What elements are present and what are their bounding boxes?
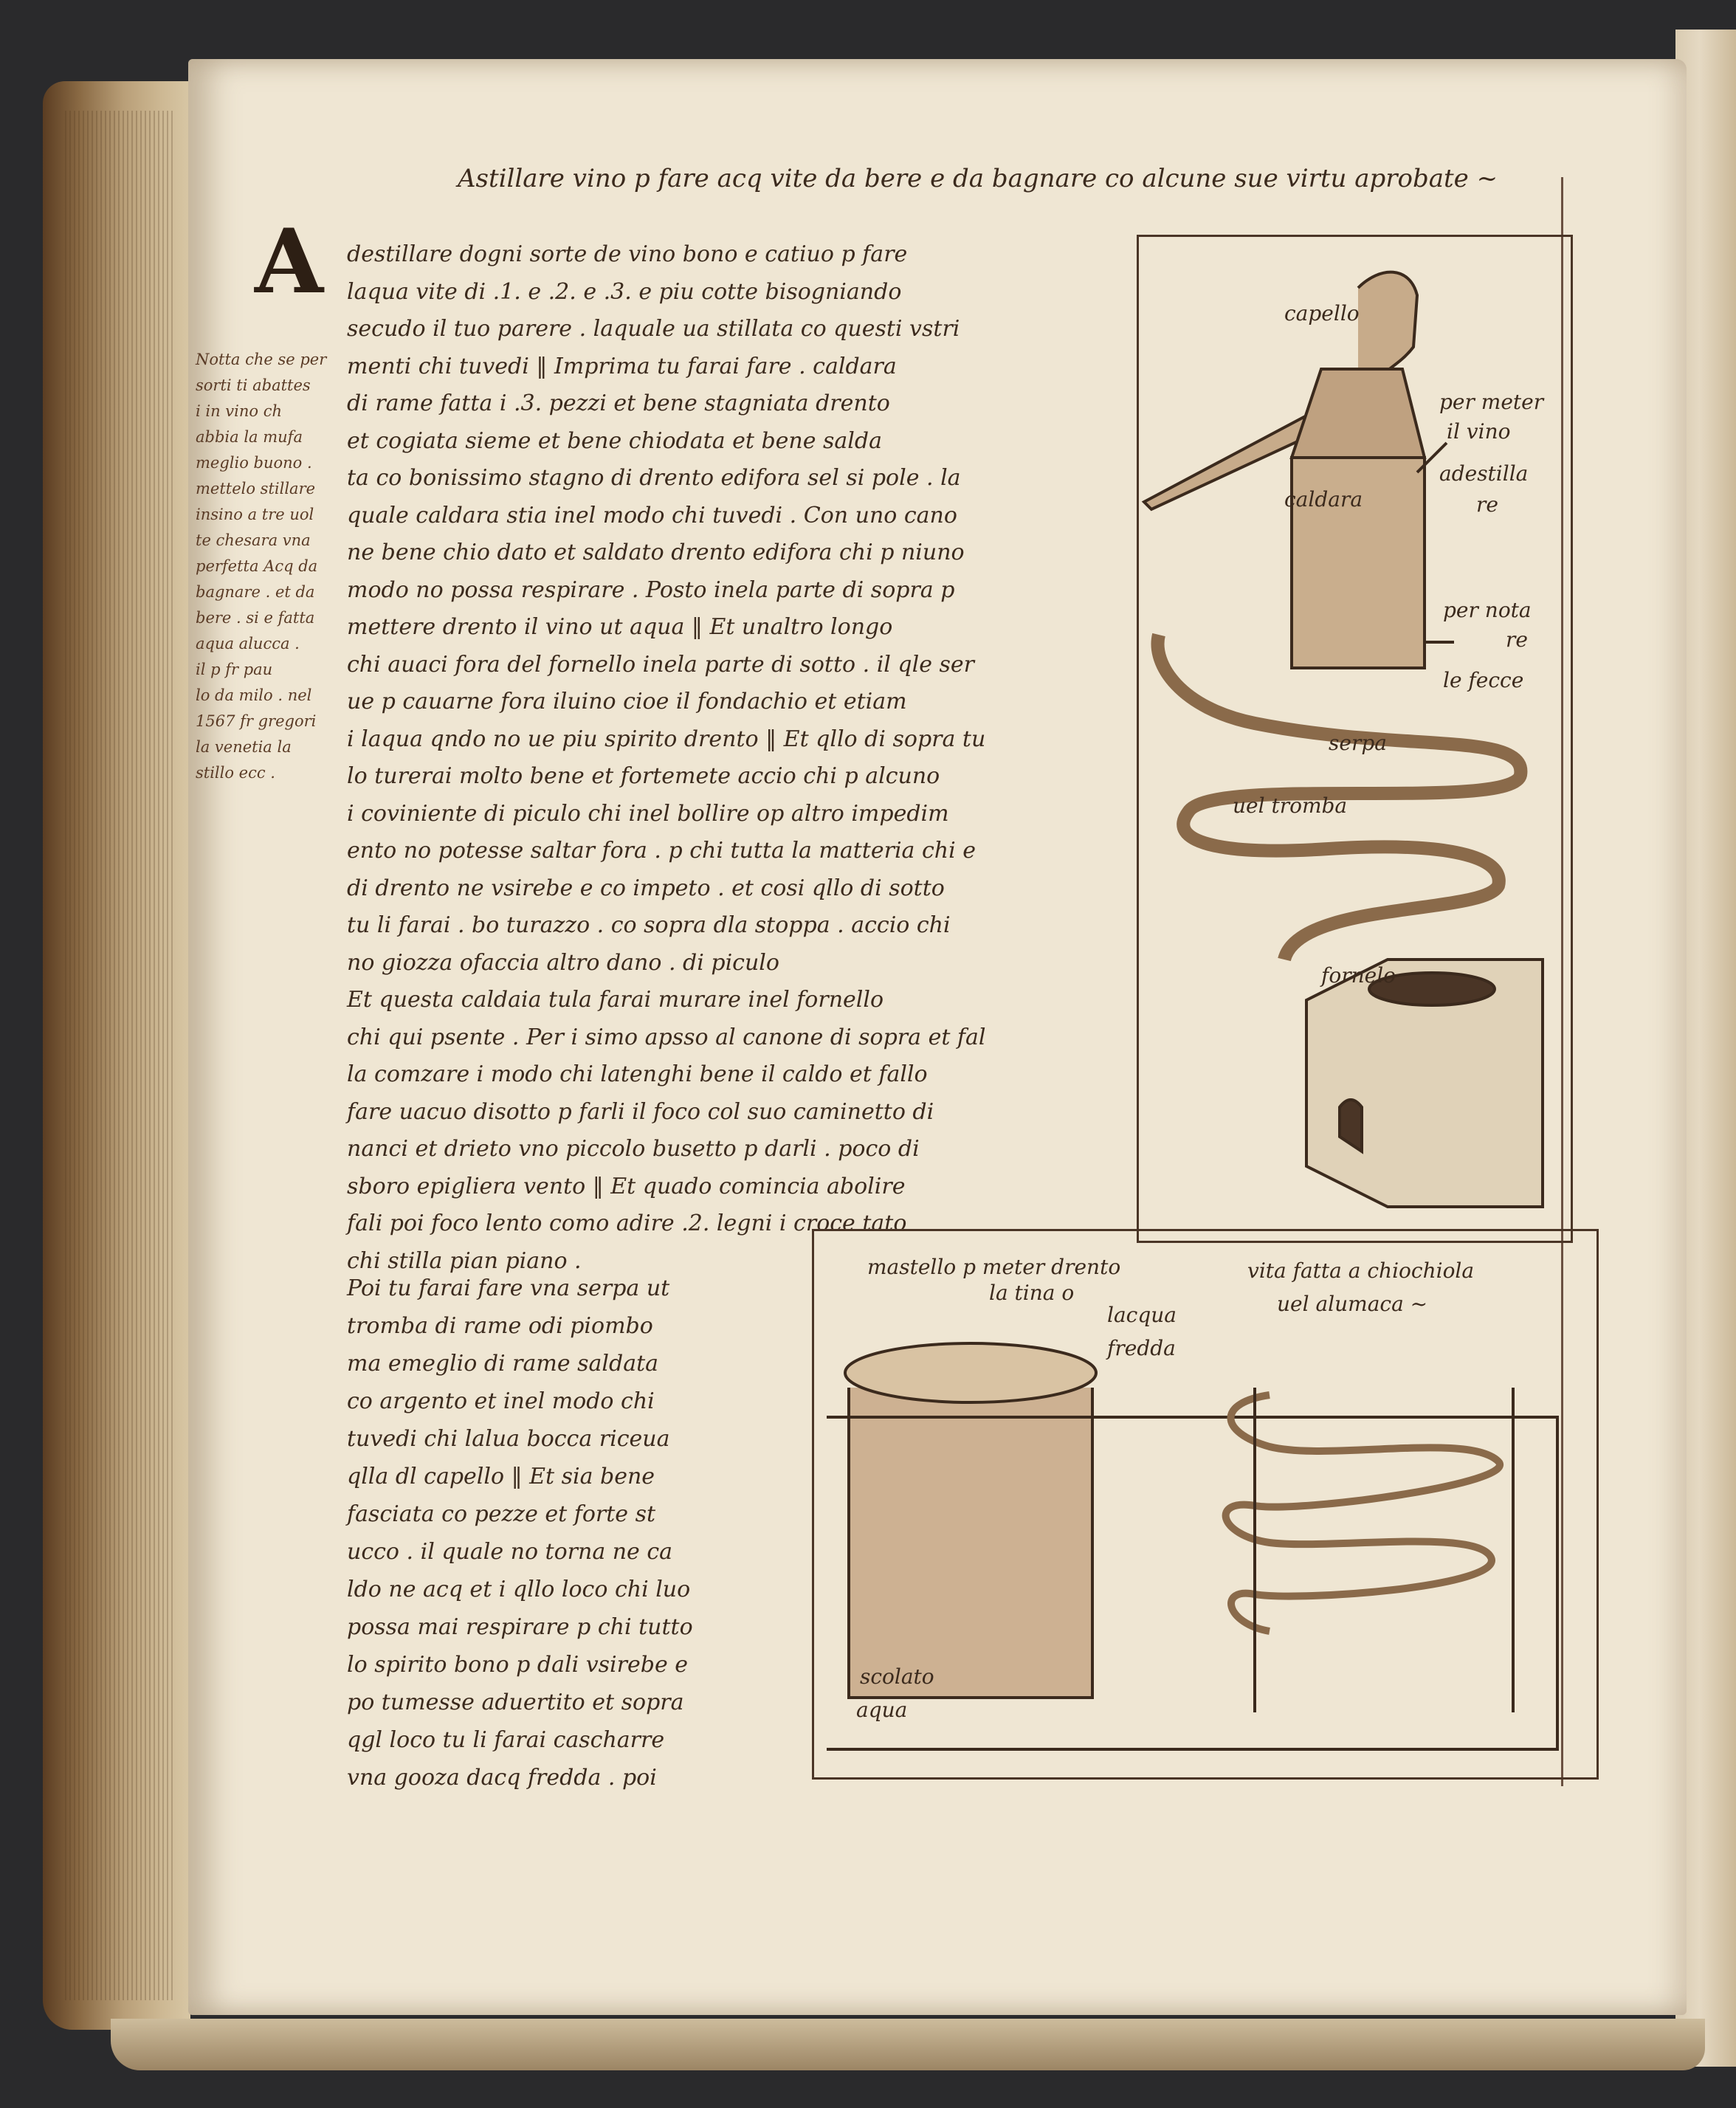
lower-text-line: po tumesse aduertito et sopra [347, 1690, 684, 1715]
label-re2: re [1506, 627, 1528, 652]
lower-text-line: tromba di rame odi piombo [347, 1313, 653, 1339]
label-a-destilla: adestilla [1439, 461, 1529, 486]
lower-text-line: ldo ne acq et i qllo loco chi luo [347, 1577, 691, 1602]
label-la-tina: la tina o [989, 1281, 1075, 1305]
main-text-line: mettere drento il vino ut aqua ‖ Et unaltro longo [347, 614, 893, 640]
margin-note-line: bagnare . et da [196, 583, 315, 601]
main-text-line: menti chi tuvedi ‖ Imprima tu farai fare . caldara [347, 353, 897, 379]
label-aqua: aqua [856, 1698, 908, 1722]
main-text-line: fare uacuo disotto p farli il foco col suo caminetto di [347, 1098, 934, 1125]
main-text-line: chi stilla pian piano . [347, 1247, 582, 1274]
label-serpa: serpa [1329, 731, 1387, 755]
margin-note-line: stillo ecc . [196, 764, 275, 782]
margin-note-line: meglio buono . [196, 454, 312, 472]
main-text-line: lo turerai molto bene et fortemete accio chi p alcuno [347, 763, 940, 789]
lower-text-line: ma emeglio di rame saldata [347, 1351, 659, 1377]
label-alumaca: uel alumaca ~ [1277, 1292, 1428, 1316]
spiral-coil-drawing [1226, 1395, 1500, 1631]
main-text-line: chi auaci fora del fornello inela parte di sotto . il qle ser [347, 651, 975, 678]
main-text-line: et cogiata sieme et bene chiodata et bene salda [347, 427, 882, 454]
lower-text-line: Poi tu farai fare vna serpa ut [347, 1275, 670, 1301]
label-per-metere: per meter [1439, 390, 1544, 414]
margin-note-line: il p fr pau [196, 661, 273, 678]
main-text-line: laqua vite di .1. e .2. e .3. e piu cotte bisogniando [347, 278, 902, 305]
lower-text-line: fasciata co pezze et forte st [347, 1501, 656, 1527]
label-fredda: fredda [1107, 1336, 1176, 1360]
margin-note-line: abbia la mufa [196, 428, 303, 446]
margin-note-line: Notta che se per [196, 351, 327, 368]
main-text-line: Et questa caldaia tula farai murare inel fornello [347, 987, 884, 1013]
margin-note-line: bere . si e fatta [196, 609, 315, 627]
label-vita-fatta: vita fatta a chiochiola [1247, 1258, 1475, 1283]
margin-note-line: te chesara vna [196, 531, 311, 549]
decorated-initial: A [255, 210, 324, 314]
main-text-line: tu li farai . bo turazzo . co sopra dla stoppa . accio chi [347, 912, 951, 938]
vat-drawing [849, 1388, 1092, 1698]
label-per-nota: per nota [1443, 598, 1532, 622]
label-il-vino: il vino [1447, 419, 1511, 444]
label-fornelo: fornelo [1321, 963, 1396, 988]
margin-note-line: perfetta Acq da [196, 557, 318, 575]
main-text-line: modo no possa respirare . Posto inela parte di sopra p [347, 576, 955, 603]
main-text-line: secudo il tuo parere . laquale ua stillata co questi vstri [347, 316, 960, 342]
main-text-line: i laqua qndo no ue piu spirito drento ‖ Et qllo di sopra tu [347, 726, 986, 752]
lower-text-line: co argento et inel modo chi [347, 1388, 655, 1414]
main-text-line: no giozza ofaccia altro dano . di piculo [347, 949, 779, 976]
main-text-line: quale caldara stia inel modo chi tuvedi . Con uno cano [347, 502, 957, 528]
lower-text-line: vna gooza dacq fredda . poi [347, 1765, 657, 1791]
lower-text-line: possa mai respirare p chi tutto [347, 1614, 693, 1640]
label-caldara: caldara [1284, 487, 1363, 512]
main-text-line: chi qui psente . Per i simo apsso al canone di sopra et fal [347, 1024, 986, 1050]
main-text-line: di drento ne vsirebe e co impeto . et cosi qllo di sotto [347, 875, 945, 901]
label-capello: capello [1284, 301, 1360, 326]
margin-note-line: aqua alucca . [196, 635, 300, 652]
vat-top-drawing [845, 1343, 1096, 1402]
margin-note-line: 1567 fr gregori [196, 712, 317, 730]
margin-note-line: insino a tre uol [196, 506, 314, 523]
main-text-line: la comzare i modo chi latenghi bene il caldo et fallo [347, 1061, 928, 1087]
main-text-line: ta co bonissimo stagno di drento edifora sel si pole . la [347, 465, 961, 491]
boiler-neck-drawing [1292, 369, 1425, 458]
main-text-line: sboro epigliera vento ‖ Et quado comincia abolire [347, 1173, 906, 1199]
margin-note-line: i in vino ch [196, 402, 283, 420]
lower-text-line: qgl loco tu li farai cascharre [347, 1727, 665, 1753]
lower-text-line: lo spirito bono p dali vsirebe e [347, 1652, 688, 1678]
label-re: re [1476, 492, 1498, 517]
main-text-line: destillare dogni sorte de vino bono e catiuo p fare [347, 241, 908, 267]
label-lacqua: lacqua [1107, 1303, 1177, 1327]
main-text-line: ne bene chio dato et saldato drento edifora chi p niuno [347, 540, 965, 565]
label-mastello: mastello p meter drento [867, 1255, 1121, 1279]
margin-note-line: la venetia la [196, 738, 292, 756]
label-le-fecce: le fecce [1443, 668, 1524, 692]
lower-text-line: ucco . il quale no torna ne ca [347, 1539, 673, 1565]
main-text-line: nanci et drieto vno piccolo busetto p darli . poco di [347, 1136, 920, 1162]
page-heading: Astillare vino p fare acq vite da bere e da bagnare co alcune sue virtu aprobate ~ [458, 164, 1498, 193]
lower-text-line: tuvedi chi lalua bocca riceua [347, 1426, 670, 1452]
main-text-line: di rame fatta i .3. pezzi et bene stagniata drento [347, 390, 890, 416]
margin-note-line: sorti ti abattes [196, 376, 311, 394]
margin-note-line: mettelo stillare [196, 480, 316, 497]
margin-note-line: lo da milo . nel [196, 686, 312, 704]
main-text-line: fali poi foco lento como adire .2. legni i croce tato [347, 1210, 907, 1236]
main-text-line: i coviniente di piculo chi inel bollire op altro impedim [347, 800, 949, 827]
main-text-line: ue p cauarne fora iluino cioe il fondachio et etiam [347, 689, 907, 714]
label-scolatoio: scolato [860, 1664, 934, 1689]
main-text-line: ento no potesse saltar fora . p chi tutta la matteria chi e [347, 838, 976, 864]
label-uel-tromba: uel tromba [1233, 793, 1348, 818]
lower-text-line: qlla dl capello ‖ Et sia bene [347, 1464, 655, 1489]
